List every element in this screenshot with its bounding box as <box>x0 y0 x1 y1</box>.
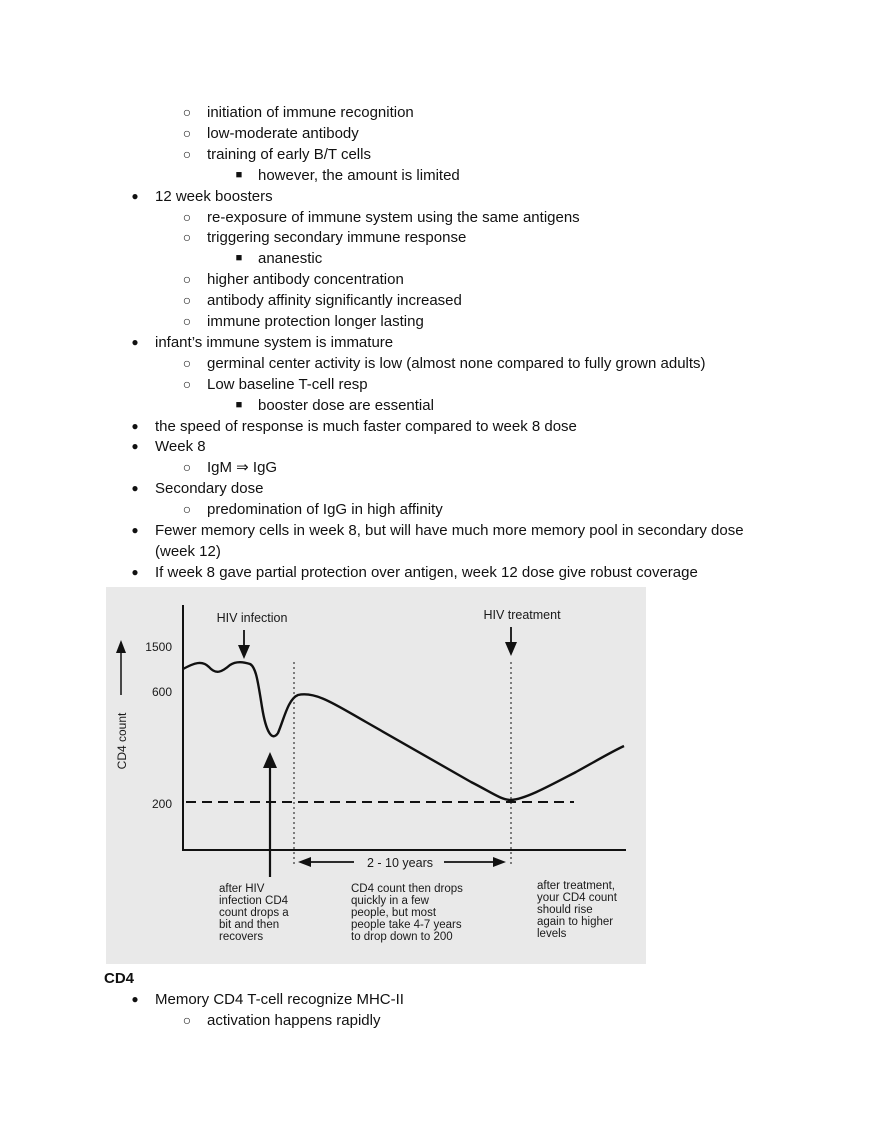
bullet-marker: ○ <box>182 292 192 309</box>
y-axis-label: CD4 count <box>115 712 129 770</box>
y-tick-200: 200 <box>151 797 172 811</box>
bullet-marker: ● <box>131 564 139 579</box>
list-item-text: antibody affinity significantly increased <box>207 292 462 310</box>
caption-decline-line: people take 4-7 years <box>351 919 462 931</box>
bullet-marker: ○ <box>182 104 192 120</box>
bullet-marker: ○ <box>182 1012 192 1028</box>
bullet-marker: ■ <box>235 252 243 265</box>
bullet-marker: ■ <box>235 168 243 181</box>
bullet-marker: ● <box>131 523 139 537</box>
list-item-text: booster dose are essential <box>258 396 434 414</box>
list-item-text: IgM ⇒ IgG <box>207 459 278 477</box>
bullet-marker: ○ <box>182 271 192 288</box>
bullet-marker: ○ <box>182 501 192 518</box>
list-item-text: Memory CD4 T-cell recognize MHC-II <box>155 991 404 1008</box>
list-item-text: 12 week boosters <box>155 187 273 205</box>
list-item-text: If week 8 gave partial protection over antigen, week 12 dose give robust coverage <box>155 563 698 581</box>
caption-treatment-line: again to higher <box>537 916 614 928</box>
list-item-text: however, the amount is limited <box>258 166 460 184</box>
list-item-text: Week 8 <box>155 438 206 456</box>
duration-arrow-right-head <box>493 857 506 867</box>
caption-decline-line: people, but most <box>351 907 437 919</box>
caption-treatment <box>537 880 618 940</box>
caption-dip-line: bit and then <box>219 919 280 931</box>
list-item-text: germinal center activity is low (almost none compared to fully grown adults) <box>207 354 706 372</box>
list-item-text: re-exposure of immune system using the same antigens <box>207 208 580 226</box>
bullet-marker: ○ <box>182 354 192 371</box>
list-item-text: higher antibody concentration <box>207 271 404 289</box>
bullet-marker: ■ <box>235 398 243 411</box>
bullet-marker: ○ <box>182 375 192 392</box>
y-label-arrow-head <box>116 640 126 653</box>
caption-treatment-line: your CD4 count <box>537 892 617 904</box>
hiv-treatment-label: HIV treatment <box>483 608 561 622</box>
bullet-marker: ● <box>131 188 139 203</box>
caption-dip-line: recovers <box>219 931 264 943</box>
cd4-count-figure <box>106 587 646 964</box>
caption-treatment-line: levels <box>537 928 567 940</box>
caption-decline <box>351 883 463 943</box>
caption-dip-line: after HIV <box>219 883 265 895</box>
caption-decline-line: CD4 count then drops <box>351 883 463 895</box>
list-item-text: the speed of response is much faster compared to week 8 dose <box>155 417 577 435</box>
bullet-marker: ○ <box>182 313 192 329</box>
caption-treatment-line: should rise <box>537 904 593 916</box>
list-item-text: training of early B/T cells <box>207 145 371 163</box>
dip-arrow-head <box>263 752 277 768</box>
bullet-marker: ● <box>131 334 139 349</box>
section-heading-cd4: CD4 <box>104 970 135 987</box>
bullet-marker: ○ <box>182 124 192 141</box>
list-item-text: infant’s immune system is immature <box>155 333 394 351</box>
list-item-text: activation happens rapidly <box>207 1012 381 1029</box>
bullet-marker: ● <box>131 418 139 433</box>
hiv-treatment-arrow-head <box>505 642 517 656</box>
caption-decline-line: quickly in a few <box>351 895 429 907</box>
cd4-curve <box>183 662 624 800</box>
bullet-marker: ○ <box>182 208 192 225</box>
bullet-marker: ● <box>131 439 139 454</box>
list-item-text: low-moderate antibody <box>207 124 359 142</box>
list-item-text: (week 12) <box>155 542 221 560</box>
caption-dip-line: count drops a <box>219 907 289 919</box>
caption-dip <box>219 883 289 943</box>
list-item-text: ananestic <box>258 250 323 268</box>
list-item-text: Secondary dose <box>155 480 264 498</box>
bullet-marker: ○ <box>182 229 192 246</box>
caption-decline-line: to drop down to 200 <box>351 931 453 943</box>
list-item-text: predomination of IgG in high affinity <box>207 501 443 519</box>
list-item-text: triggering secondary immune response <box>207 229 467 247</box>
bullet-marker: ○ <box>182 145 192 162</box>
hiv-infection-arrow-head <box>238 645 250 659</box>
caption-treatment-line: after treatment, <box>537 880 615 892</box>
list-item-text: Fewer memory cells in week 8, but will have much more memory pool in secondary dose <box>155 522 744 539</box>
hiv-infection-label: HIV infection <box>216 611 288 625</box>
list-item-text: immune protection longer lasting <box>207 313 424 330</box>
list-item-text: initiation of immune recognition <box>207 104 414 121</box>
duration-arrow-left-head <box>298 857 311 867</box>
caption-dip-line: infection CD4 <box>219 895 289 907</box>
duration-label: 2 - 10 years <box>366 856 434 870</box>
y-tick-1500: 1500 <box>145 640 172 654</box>
y-tick-600: 600 <box>151 685 172 699</box>
list-item-text: Low baseline T-cell resp <box>207 375 368 393</box>
bullet-marker: ○ <box>182 459 192 476</box>
bullet-marker: ● <box>131 992 139 1006</box>
bullet-marker: ● <box>131 481 139 496</box>
